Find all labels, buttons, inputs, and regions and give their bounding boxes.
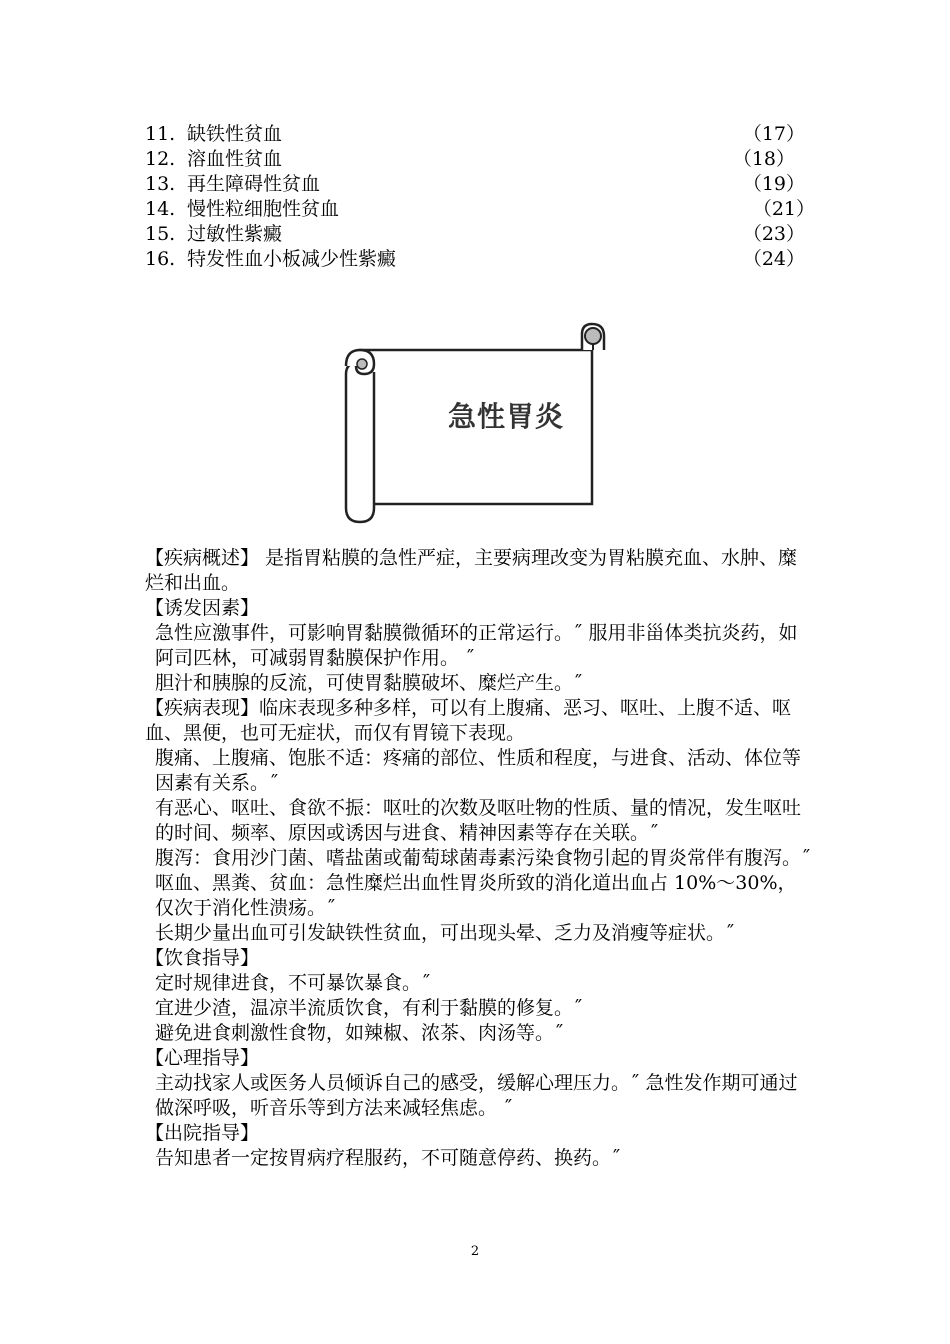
scroll-banner — [340, 322, 610, 527]
paragraph: 腹痛、上腹痛、饱胀不适：疼痛的部位、性质和程度，与进食、活动、体位等因素有关系。˝ — [155, 747, 802, 794]
section-heading: 【饮食指导】 — [145, 947, 260, 969]
paragraph: 长期少量出血可引发缺铁性贫血，可出现头晕、乏力及消瘦等症状。˝ — [155, 922, 735, 944]
paragraph: 主动找家人或医务人员倾诉自己的感受，缓解心理压力。˝ 急性发作期可通过做深呼吸，听音乐等到方法来减轻焦虑。 ˝ — [155, 1072, 798, 1119]
paragraph: 腹泻：食用沙门菌、嗜盐菌或葡萄球菌毒素污染食物引起的胃炎常伴有腹泻。˝ — [155, 847, 811, 869]
symptoms-paragraph: 【疾病表现】临床表现多种多样，可以有上腹痛、恶习、呕吐、上腹不适、呕血、黑便，也可无症状，而仅有胃镜下表现。 — [145, 697, 792, 744]
section-heading: 【出院指导】 — [145, 1122, 260, 1144]
paragraph: 告知患者一定按胃病疗程服药，不可随意停药、换药。˝ — [155, 1147, 621, 1169]
article-body — [145, 546, 811, 1171]
toc-item — [145, 122, 805, 147]
page-number: 2 — [470, 1244, 480, 1259]
toc-item-page: （17） — [742, 123, 805, 145]
toc-item-number: 14. — [145, 198, 176, 220]
toc-list — [145, 122, 815, 272]
paragraph: 呕血、黑粪、贫血：急性糜烂出血性胃炎所致的消化道出血占 10%～30%，仅次于消化性溃疡。˝ — [155, 872, 797, 919]
overview-paragraph: 【疾病概述】 是指胃粘膜的急性严症，主要病理改变为胃粘膜充血、水肿、糜烂和出血。 — [145, 547, 798, 594]
toc-item-page: （21） — [752, 198, 815, 220]
toc-item-title: 溶血性贫血 — [187, 148, 283, 170]
toc-item-number: 16. — [145, 248, 176, 270]
banner-title: 急性胃炎 — [447, 400, 564, 433]
toc-item-number: 13. — [145, 173, 176, 195]
toc-item — [145, 197, 815, 222]
toc-item-page: （18） — [732, 148, 795, 170]
toc-item-page: （23） — [742, 223, 805, 245]
paragraph: 急性应激事件，可影响胃黏膜微循环的正常运行。˝ 服用非甾体类抗炎药，如阿司匹林，可减弱胃黏膜保护作用。 ˝ — [155, 622, 798, 669]
toc-item-number: 11. — [145, 123, 176, 145]
paragraph: 定时规律进食，不可暴饮暴食。˝ — [155, 972, 431, 994]
toc-item — [145, 172, 805, 197]
toc-item — [145, 222, 805, 247]
toc-item — [145, 147, 805, 172]
toc-item-title: 过敏性紫癜 — [187, 223, 283, 245]
paragraph: 宜进少渣，温凉半流质饮食，有利于黏膜的修复。˝ — [155, 997, 583, 1019]
toc-item — [145, 247, 805, 272]
paragraph: 胆汁和胰腺的反流，可使胃黏膜破坏、糜烂产生。˝ — [155, 672, 583, 694]
paragraph: 有恶心、呕吐、食欲不振：呕吐的次数及呕吐物的性质、量的情况，发生呕吐的时间、频率、原因或诱因与进食、精神因素等存在关联。˝ — [155, 797, 802, 844]
paragraph: 避免进食刺激性食物，如辣椒、浓茶、肉汤等。˝ — [155, 1022, 564, 1044]
toc-item-title: 缺铁性贫血 — [187, 123, 283, 145]
section-heading: 【心理指导】 — [145, 1047, 260, 1069]
toc-item-number: 12. — [145, 148, 176, 170]
toc-item-number: 15. — [145, 223, 176, 245]
toc-item-title: 再生障碍性贫血 — [187, 173, 321, 195]
section-heading: 【诱发因素】 — [145, 597, 260, 619]
toc-item-page: （19） — [742, 173, 805, 195]
toc-item-page: （24） — [742, 248, 805, 270]
toc-item-title: 特发性血小板减少性紫癜 — [187, 248, 397, 270]
toc-item-title: 慢性粒细胞性贫血 — [187, 198, 340, 220]
